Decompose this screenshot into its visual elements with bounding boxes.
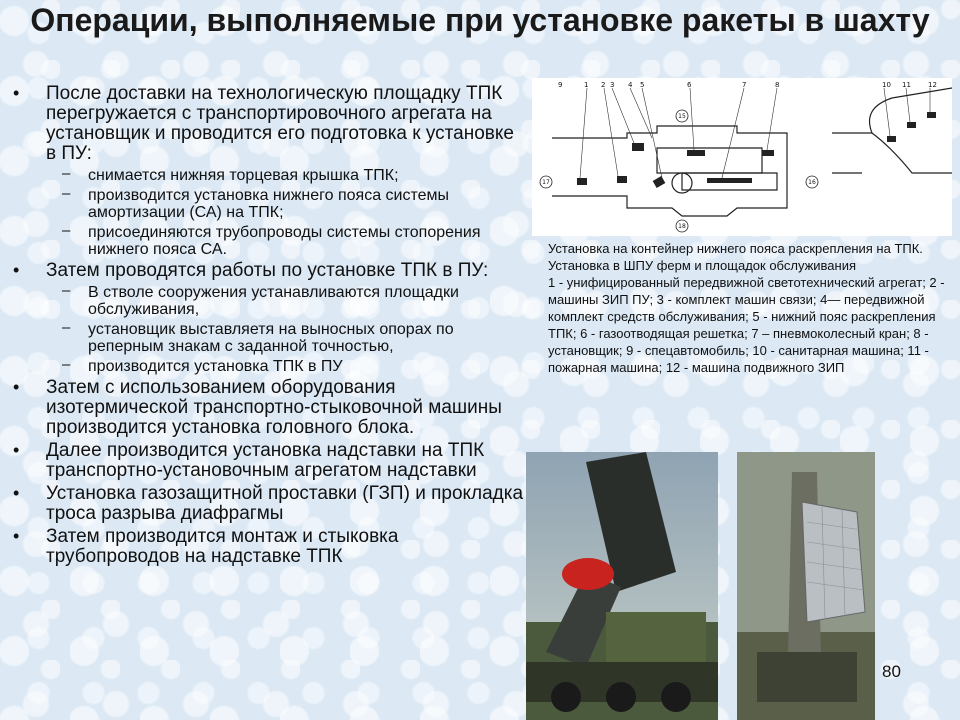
bullet-list bbox=[8, 84, 526, 570]
launcher-photo bbox=[526, 452, 718, 720]
sub-bullet-1-1: – снимается нижняя торцевая крышка ТПК; bbox=[8, 167, 526, 184]
page-title: Операции, выполняемые при установке ракеты в шахту bbox=[30, 2, 930, 38]
diagram-circled-label: 17 bbox=[542, 179, 550, 186]
bullet-3: • Затем с использованием оборудования изотермической транспортно-стыковочной машины производится установка головного блока. bbox=[8, 378, 526, 438]
diagram-circled-label: 15 bbox=[678, 113, 686, 120]
sub-bullet-1-2: – производится установка нижнего пояса системы амортизации (СА) на ТПК; bbox=[8, 187, 526, 221]
diagram-label: 9 bbox=[558, 81, 563, 89]
page-number: 80 bbox=[882, 662, 901, 681]
sub-bullet-2-1: – В стволе сооружения устанавливаются площадки обслуживания, bbox=[8, 284, 526, 318]
diagram-label: 12 bbox=[928, 81, 937, 89]
diagram-label: 11 bbox=[902, 81, 911, 89]
silo-photo bbox=[737, 452, 875, 720]
diagram-label: 1 bbox=[584, 81, 589, 89]
caption-heading: Установка на контейнер нижнего пояса раскрепления на ТПК. Установка в ШПУ ферм и площадок обслуживания bbox=[548, 241, 923, 273]
sub-bullet-2-2: – установщик выставляетя на выносных опорах по реперным знакам с заданной точностью, bbox=[8, 321, 526, 355]
sub-bullet-2-3: – производится установка ТПК в ПУ bbox=[8, 358, 526, 375]
diagram-label: 6 bbox=[687, 81, 692, 89]
bullet-6: • Затем производится монтаж и стыковка трубопроводов на надставке ТПК bbox=[8, 527, 526, 567]
diagram-label: 3 bbox=[610, 81, 615, 89]
sub-bullet-1-3: – присоединяются трубопроводы системы стопорения нижнего пояса СА. bbox=[8, 224, 526, 258]
bullet-5: • Установка газозащитной проставки (ГЗП) и прокладка троса разрыва диафрагмы bbox=[8, 484, 526, 524]
diagram-label: 10 bbox=[882, 81, 891, 89]
site-layout-diagram bbox=[532, 78, 952, 236]
bullet-1: • После доставки на технологическую площадку ТПК перегружается с транспортировочного агрегата на установщик и проводится его подготовка к установке в ПУ: bbox=[8, 84, 526, 164]
diagram-label: 7 bbox=[742, 81, 747, 89]
diagram-label: 8 bbox=[775, 81, 780, 89]
diagram-circled-label: 16 bbox=[808, 179, 816, 186]
bullet-2: • Затем проводятся работы по установке ТПК в ПУ: bbox=[8, 261, 526, 281]
bullet-4: • Далее производится установка надставки на ТПК транспортно-установочным агрегатом надставки bbox=[8, 441, 526, 481]
diagram-label: 4 bbox=[628, 81, 633, 89]
diagram-label: 2 bbox=[601, 81, 606, 89]
diagram-label: 5 bbox=[640, 81, 645, 89]
diagram-circled-label: 18 bbox=[678, 223, 686, 230]
caption-legend: 1 - унифицированный передвижной светотехнический агрегат; 2 - машины ЗИП ПУ; 3 - комплект машин связи; 4— передвижной комплект средств обслуживания; 5 - нижний пояс раскрепления ТПК; 6 - газоотводящая решетка; 7 – пневмоколесный кран; 8 - установщик; 9 - спецавтомобиль; 10 - санитарная машина; 11 - пожарная машина; 12 - машина подвижного ЗИП bbox=[548, 275, 945, 375]
figure-caption bbox=[548, 240, 958, 376]
